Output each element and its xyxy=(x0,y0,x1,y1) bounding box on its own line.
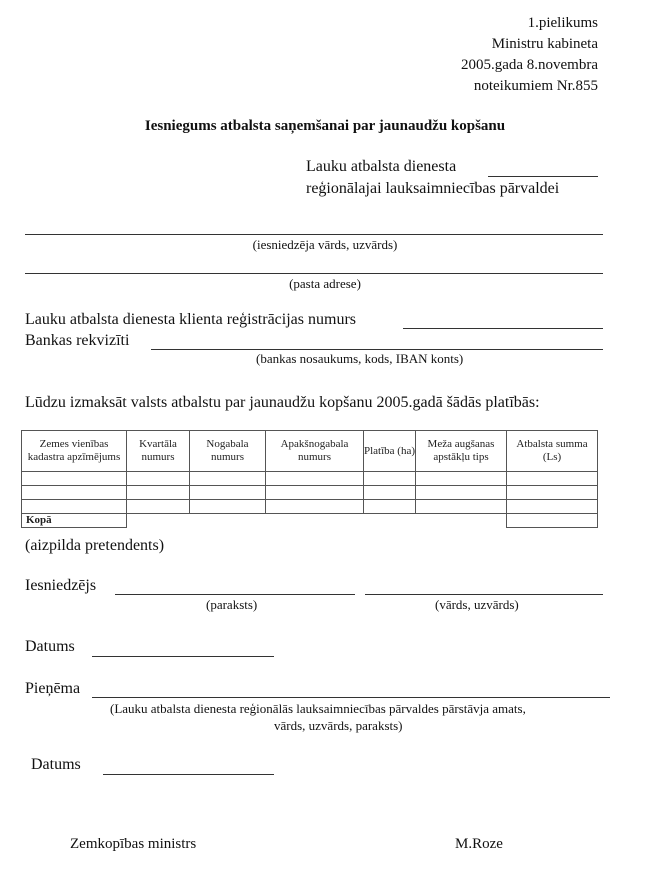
date-label-2: Datums xyxy=(31,756,81,773)
client-reg-line[interactable] xyxy=(403,328,603,329)
minister-name: M.Roze xyxy=(455,836,503,852)
recipient-line1: Lauku atbalsta dienesta xyxy=(306,158,457,175)
col-quarter: Kvartāla numurs xyxy=(127,431,190,472)
total-label: Kopā xyxy=(22,514,127,528)
fill-note: (aizpilda pretendents) xyxy=(25,537,165,554)
table-row[interactable] xyxy=(22,500,598,514)
total-sum-cell[interactable] xyxy=(507,514,598,528)
col-support-sum: Atbalsta summa (Ls) xyxy=(507,431,598,472)
applicant-address-line[interactable] xyxy=(25,273,603,274)
accepted-label: Pieņēma xyxy=(25,680,81,697)
recipient-line2: reģionālajai lauksaimniecības pārvaldei xyxy=(306,180,560,197)
signature-caption: (paraksts) xyxy=(206,597,258,612)
document-title: Iesniegums atbalsta saņemšanai par jaunaudžu kopšanu xyxy=(144,118,506,134)
applicant-address-caption: (pasta adrese) xyxy=(289,276,361,291)
signature-line[interactable] xyxy=(115,594,355,595)
plots-table xyxy=(21,430,598,528)
date-label-1: Datums xyxy=(25,638,75,655)
minister-title: Zemkopības ministrs xyxy=(70,836,197,852)
annex-number: 1.pielikums xyxy=(527,15,598,31)
bank-label: Bankas rekvizīti xyxy=(25,332,130,349)
col-compartment: Nogabala numurs xyxy=(190,431,266,472)
client-reg-label: Lauku atbalsta dienesta klienta reģistrācijas numurs xyxy=(25,311,356,328)
col-cadastre: Zemes vienības kadastra apzīmējums xyxy=(22,431,127,472)
accepted-caption-line1: (Lauku atbalsta dienesta reģionālās lauksaimniecības pārvaldes pārstāvja amats, xyxy=(110,701,526,716)
request-text: Lūdzu izmaksāt valsts atbalstu par jaunaudžu kopšanu 2005.gadā šādās platībās: xyxy=(25,394,540,411)
signatory-label: Iesniedzējs xyxy=(25,577,97,594)
accepted-line[interactable] xyxy=(92,697,610,698)
bank-line[interactable] xyxy=(151,349,603,350)
col-subcompartment: Apakšnogabala numurs xyxy=(266,431,364,472)
accepted-caption-line2: vārds, uzvārds, paraksts) xyxy=(274,718,403,733)
table-row[interactable] xyxy=(22,472,598,486)
date-line-2[interactable] xyxy=(103,774,274,775)
bank-caption: (bankas nosaukums, kods, IBAN konts) xyxy=(256,351,464,366)
annex-regulation: noteikumiem Nr.855 xyxy=(473,78,598,94)
col-forest-type: Meža augšanas apstākļu tips xyxy=(416,431,507,472)
signatory-name-line[interactable] xyxy=(365,594,603,595)
applicant-name-caption: (iesniedzēja vārds, uzvārds) xyxy=(252,237,398,252)
annex-cabinet: Ministru kabineta xyxy=(491,36,598,52)
date-line-1[interactable] xyxy=(92,656,274,657)
table-row[interactable] xyxy=(22,486,598,500)
col-area: Platība (ha) xyxy=(364,431,416,472)
annex-date: 2005.gada 8.novembra xyxy=(460,57,598,73)
table-total-row xyxy=(22,514,598,528)
table-header-row xyxy=(22,431,598,472)
recipient-region-line[interactable] xyxy=(488,176,598,177)
signatory-name-caption: (vārds, uzvārds) xyxy=(435,597,519,612)
applicant-name-line[interactable] xyxy=(25,234,603,235)
